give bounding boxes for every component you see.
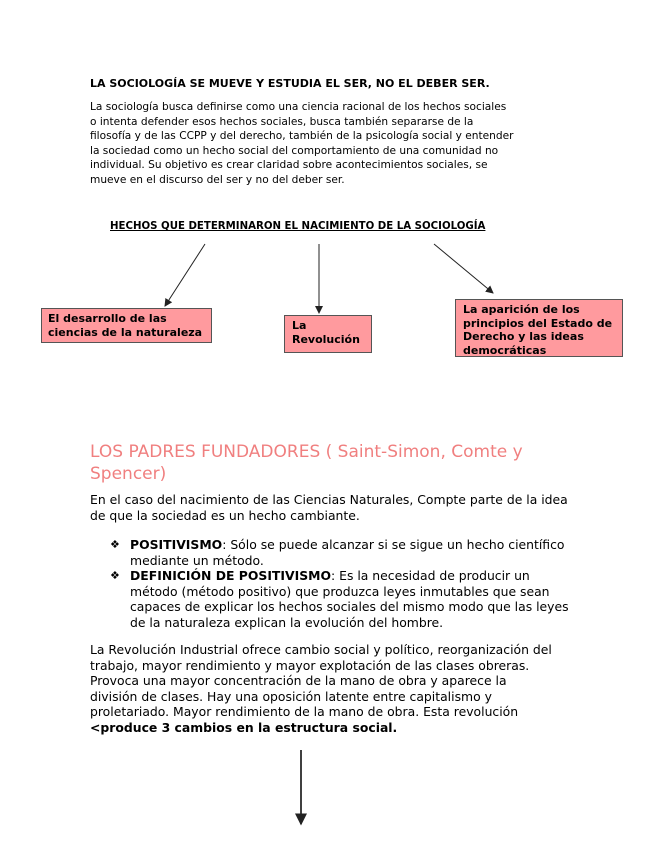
intro-line: o intenta defender esos hechos sociales, busca también separarse de la: [90, 115, 474, 128]
main-heading: LA SOCIOLOGÍA SE MUEVE Y ESTUDIA EL SER, NO EL DEBER SER.: [90, 77, 490, 90]
list-item: [110, 537, 570, 568]
bullet-term: DEFINICIÓN DE POSITIVISMO: [130, 568, 331, 584]
intro-line: La sociología busca definirse como una ciencia racional de los hechos sociales: [90, 101, 507, 113]
paragraph-text: La Revolución Industrial ofrece cambio social y político, reorganización del trabajo, mayor rendimiento y mayor explotación de las clases obreras. Provoca una mayor concentración de la mano de obra y aparece la división de clases. Hay una oposición latente entre capitalismo y proletariado. Mayor rendimiento de la mano de obra. Esta revolución: [90, 642, 552, 720]
box-rule-of-law: La aparición de los principios del Estado de Derecho y las ideas democráticas: [455, 299, 623, 357]
box-revolution: La Revolución: [284, 315, 372, 353]
bullet-text: : Sólo se puede alcanzar si se sigue un hecho científico mediante un método.: [130, 537, 565, 568]
diamond-bullet-icon: ❖: [110, 569, 120, 583]
paragraph-bold-text: <produce 3 cambios en la estructura social.: [90, 719, 398, 735]
arrow-right: [434, 244, 493, 293]
intro-line: la sociedad como un hecho social del comportamiento de una comunidad no: [90, 144, 499, 157]
intro-line: mueve en el discurso del ser y no del deber ser.: [90, 173, 345, 186]
intro-line: individual. Su objetivo es crear claridad sobre acontecimientos sociales, se: [90, 159, 488, 172]
paragraph-industrial-revolution: [90, 642, 555, 736]
bullet-list: [110, 537, 570, 631]
arrow-left: [165, 244, 205, 306]
bullet-term: POSITIVISMO: [130, 537, 223, 552]
paragraph-natural-sciences: En el caso del nacimiento de las Ciencias Naturales, Compte parte de la idea de que la sociedad es un hecho cambiante.: [90, 492, 568, 523]
section-title: LOS PADRES FUNDADORES ( Saint-Simon, Comte y Spencer): [90, 442, 523, 484]
intro-paragraph: [90, 100, 570, 188]
diamond-bullet-icon: ❖: [110, 538, 120, 551]
bullet-text: : Es la necesidad de producir un método (método positivo) que produzca leyes inmutables que sean capaces de explicar los hechos sociales del mismo modo que las leyes de la naturaleza explican la evolución del hombre.: [130, 568, 569, 630]
diagram-title: HECHOS QUE DETERMINARON EL NACIMIENTO DE LA SOCIOLOGÍA: [110, 221, 486, 232]
list-item: [110, 568, 570, 630]
box-natural-sciences: El desarrollo de las ciencias de la naturaleza: [41, 308, 212, 343]
intro-line: filosofía y de las CCPP y del derecho, también de la psicología social y entender: [90, 130, 514, 143]
